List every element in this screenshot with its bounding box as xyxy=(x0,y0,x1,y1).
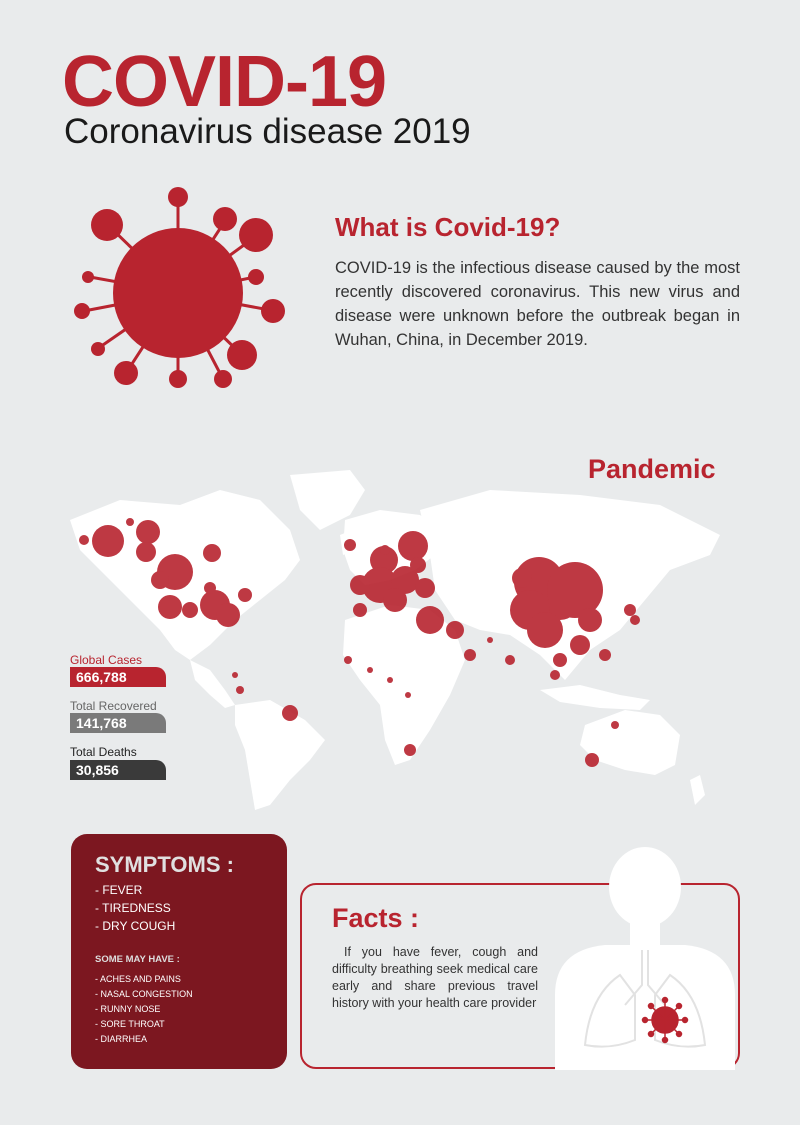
total-recovered-value: 141,768 xyxy=(70,713,166,733)
other-symptom-item: - RUNNY NOSE xyxy=(95,1004,161,1014)
symptoms-panel xyxy=(71,834,287,1069)
facts-body: If you have fever, cough and difficulty breathing seek medical care early and share previous travel history with your health care provider xyxy=(332,945,538,1010)
pandemic-heading: Pandemic xyxy=(588,454,716,484)
symptom-item: - DRY COUGH xyxy=(95,919,176,933)
what-is-heading: What is Covid-19? xyxy=(335,212,561,242)
symptoms-title: SYMPTOMS : xyxy=(95,852,234,877)
human-lungs-icon xyxy=(550,845,740,1070)
global-cases-label: Global Cases xyxy=(70,653,143,667)
what-is-description: COVID-19 is the infectious disease caused by the most recently discovered coronavirus. This new virus and disease were unknown before the outbreak began in Wuhan, China, in December 2019. xyxy=(335,259,740,349)
some-may-have-label: SOME MAY HAVE : xyxy=(95,954,180,965)
other-symptom-item: - NASAL CONGESTION xyxy=(95,989,193,999)
global-cases-value: 666,788 xyxy=(70,667,166,687)
facts-title: Facts : xyxy=(332,903,420,933)
other-symptom-item: - DIARRHEA xyxy=(95,1034,148,1044)
virus-icon xyxy=(70,185,295,395)
other-symptom-item: - ACHES AND PAINS xyxy=(95,974,181,984)
total-deaths-value: 30,856 xyxy=(70,760,166,780)
page-subtitle: Coronavirus disease 2019 xyxy=(64,112,471,151)
total-recovered-label: Total Recovered xyxy=(70,699,157,713)
total-deaths-label: Total Deaths xyxy=(70,745,137,759)
symptom-item: - TIREDNESS xyxy=(95,901,171,915)
symptom-item: - FEVER xyxy=(95,883,143,897)
other-symptom-item: - SORE THROAT xyxy=(95,1019,165,1029)
page-title: COVID-19 xyxy=(62,42,387,122)
